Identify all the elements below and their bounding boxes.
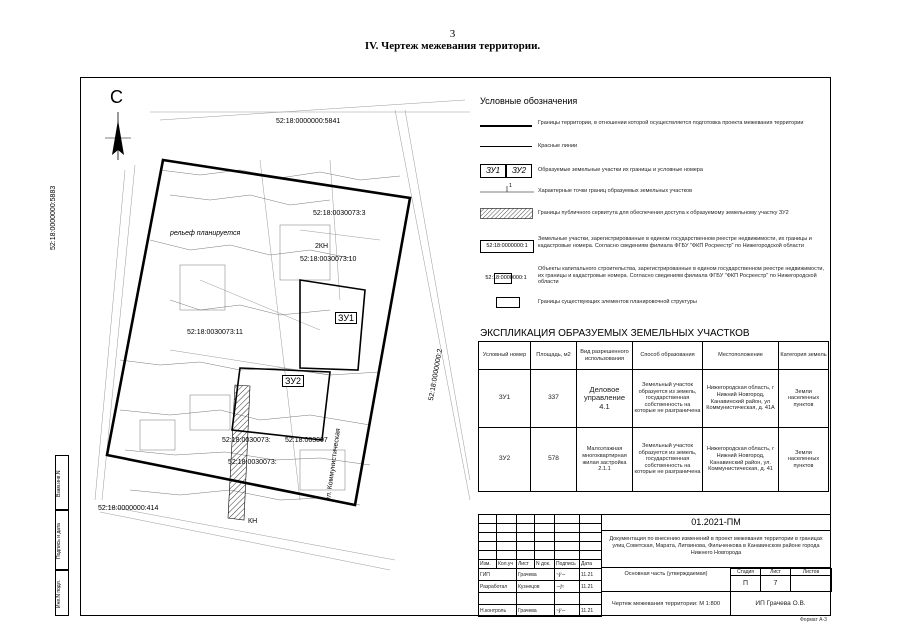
table-row	[479, 581, 602, 593]
stamp-name: Грачева	[517, 569, 555, 581]
stamp-date: 11.21	[580, 569, 602, 581]
signature: ~∫∕∼	[555, 569, 580, 581]
table-row	[479, 569, 602, 581]
legend-title: Условные обозначения	[480, 96, 578, 106]
stamp-role: Разработал	[479, 581, 517, 593]
stamp-col-date: Дата	[580, 560, 602, 569]
stamp-sheet: 7	[761, 576, 791, 592]
legend-text-formed-plots: Образуемые земельные участки их границы и условные номера	[538, 167, 703, 173]
stamp-col-ndoc: N док.	[535, 560, 555, 569]
street-label: ул. Коммунистическая	[325, 427, 343, 501]
cadastral-map	[80, 77, 475, 616]
stamp-role	[479, 593, 517, 605]
legend-text-boundary: Границы территории, в отношении которой осуществляется подготовка проекта межевания территории	[538, 120, 804, 126]
zu1-map-label: ЗУ1	[335, 312, 357, 324]
legend-text-parcels: Земельные участки, зарегистрированные в едином государственном реестре недвижимости, их границы и кадастровые номера. Согласно сведениям филиала ФГБУ "ФКП Росреестр" по Нижегородской области	[538, 236, 812, 249]
table-row	[479, 428, 829, 492]
legend-text-red-lines: Красные линии	[538, 143, 578, 149]
servitude-area	[228, 385, 250, 520]
expl-cell: ЗУ1	[479, 370, 531, 428]
stamp-col-izm: Изм.	[479, 560, 497, 569]
stamp-part: Основная часть (утверждаемая)	[624, 571, 708, 577]
stamp-code: 01.2021-ПМ	[691, 517, 741, 527]
stamp-part-cell	[601, 568, 731, 592]
legend-symbol-red-lines	[480, 146, 532, 147]
expl-cell: Малоэтажная многоквартирная жилая застройка 2.1.1	[577, 428, 633, 492]
stamp-role: ГИП	[479, 569, 517, 581]
quarter-label-2: 52:18:0030073:10	[300, 256, 357, 263]
expl-cell: Земельный участок образуется из земель, государственная собственность на которые не разграничена	[633, 370, 703, 428]
side-label-inventory: Инв.N подл.	[56, 580, 62, 609]
table-row	[479, 605, 602, 617]
stamp-stage-header: Стадия	[731, 569, 761, 576]
page-number: 3	[449, 28, 456, 40]
survey-details	[120, 170, 400, 505]
relief-label: рельеф планируется	[170, 230, 241, 237]
quarter-label-3: 52:18:0030073:11	[187, 329, 243, 336]
stamp-stage-table	[730, 568, 832, 592]
format-label: Формат А-3	[800, 617, 827, 623]
stamp-description: Документация по внесению изменений в проект межевания территории в границах улиц Советская, Марата, Литвинова, Фильченкова в Канавинском районе города Нижнего Новгорода	[609, 536, 823, 556]
expl-cell: Нижегородская область, г Нижний Новгород, Канавинский район, ул Коммунистическая, д. 41А	[703, 370, 779, 428]
expl-cell: Земли населенных пунктов	[779, 428, 829, 492]
explication-header-row	[479, 342, 829, 370]
stamp-col-sign: Подпись	[555, 560, 580, 569]
stamp-col-kol: Кол.уч	[497, 560, 517, 569]
legend-symbol-zu1: ЗУ1	[480, 164, 506, 178]
stamp-name: Кузнецов	[517, 581, 555, 593]
legend-point-number: 1	[509, 183, 513, 189]
stamp-code-cell	[601, 514, 831, 531]
expl-cell: Нижегородская область, г Нижний Новгород, Канавинский район, ул. Коммунистическая, д. 41	[703, 428, 779, 492]
quarter-label-5: 52:18:0030073:	[228, 459, 277, 466]
expl-cell: 337	[531, 370, 577, 428]
table-row	[479, 593, 602, 605]
signature: ~∫∕∼	[555, 605, 580, 617]
zu1-boundary	[300, 280, 365, 370]
building-label: 2КН	[315, 243, 329, 250]
table-row	[479, 370, 829, 428]
page-title: IV. Чертеж межевания территории.	[364, 40, 541, 52]
stamp-date: 11.21	[580, 581, 602, 593]
north-arrow-icon	[105, 112, 131, 160]
stamp-drawing-cell	[601, 592, 731, 616]
legend-symbol-oks-box	[494, 273, 512, 284]
north-label: С	[110, 87, 123, 107]
stamp-signatures	[478, 568, 602, 617]
legend-symbol-parcels: 52:18:0000000:1	[480, 240, 534, 253]
explication-title: ЭКСПЛИКАЦИЯ ОБРАЗУЕМЫХ ЗЕМЕЛЬНЫХ УЧАСТКОВ	[480, 328, 750, 339]
stamp-company-cell	[730, 592, 831, 616]
expl-cell: Земли населенных пунктов	[779, 370, 829, 428]
legend-text-points: Характерные точки границ образуемых земельных участков	[538, 188, 693, 194]
legend-symbol-zu2: ЗУ2	[506, 164, 532, 178]
expl-header-category: Категория земель	[779, 342, 829, 370]
expl-header-use: Вид разрешенного использования	[577, 342, 633, 370]
parcel-label-right: 52:18:0000000:2	[428, 348, 445, 402]
stamp-sheet-header: Лист	[761, 569, 791, 576]
stamp-date	[580, 593, 602, 605]
side-col-inventory	[55, 570, 69, 616]
legend-text-structure: Границы существующих элементов планировочной структуры	[538, 299, 697, 305]
legend-symbol-oks: 52:18:0000000:1	[485, 275, 527, 281]
zu2-map-label: ЗУ2	[282, 375, 304, 387]
expl-header-method: Способ образования	[633, 342, 703, 370]
side-col-replace	[55, 455, 69, 510]
stamp-name	[517, 593, 555, 605]
stamp-description-cell	[601, 531, 831, 568]
expl-header-location: Местоположение	[703, 342, 779, 370]
street-network	[95, 100, 470, 570]
stamp-sheets-header: Листов	[791, 569, 832, 576]
legend-symbol-boundary	[480, 125, 532, 127]
stamp-role: Н.контроль	[479, 605, 517, 617]
legend-symbol-structure	[496, 297, 520, 308]
stamp-date: 11.21	[580, 605, 602, 617]
quarter-label-6: 52:18:003007	[285, 437, 328, 444]
stamp-revisions	[478, 514, 602, 569]
expl-cell: 578	[531, 428, 577, 492]
expl-header-area: Площадь, м2	[531, 342, 577, 370]
legend-symbol-points	[478, 184, 536, 198]
expl-header-number: Условный номер	[479, 342, 531, 370]
stamp-company: ИП Грачева О.В.	[755, 600, 806, 607]
side-label-replace: Взам.инв.N	[56, 470, 62, 497]
quarter-label-4: 52:18:0030073:	[222, 437, 271, 444]
expl-cell: ЗУ2	[479, 428, 531, 492]
legend-symbol-servitude	[480, 208, 534, 220]
parcel-label-top: 52:18:0000000:5841	[276, 118, 341, 125]
explication-table	[478, 341, 829, 492]
legend-text-servitude: Границы публичного сервитута для обеспечения доступа к образуемому земельному участку ЗУ2	[538, 210, 789, 216]
parcel-label-bottom: 52:18:0000000:414	[98, 505, 159, 512]
kn-label: КН	[248, 518, 258, 525]
quarter-label-1: 52:18:0030073:3	[313, 210, 366, 217]
stamp-drawing: Чертеж межевания территории: М 1:800	[611, 601, 721, 607]
signature: ∼∫≈	[555, 581, 580, 593]
stamp-col-list: Лист	[517, 560, 535, 569]
parcel-label-left: 52:18:0000000:5883	[50, 185, 57, 250]
expl-cell: Деловое управление 4.1	[577, 370, 633, 428]
stamp-sheets	[791, 576, 832, 592]
legend-text-oks: Объекты капитального строительства, зарегистрированные в едином государственном реестре недвижимости, их границы и кадастровые номера. Согласно сведениям филиала ФГБУ "ФКП Росреестр" по Нижегородской области	[538, 266, 824, 285]
stamp-name: Грачева	[517, 605, 555, 617]
expl-cell: Земельный участок образуется из земель, государственная собственность на которые не разграничена	[633, 428, 703, 492]
stamp-stage: П	[731, 576, 761, 592]
side-col-signature	[55, 510, 69, 570]
side-label-signature: Подпись и дата	[56, 523, 62, 559]
